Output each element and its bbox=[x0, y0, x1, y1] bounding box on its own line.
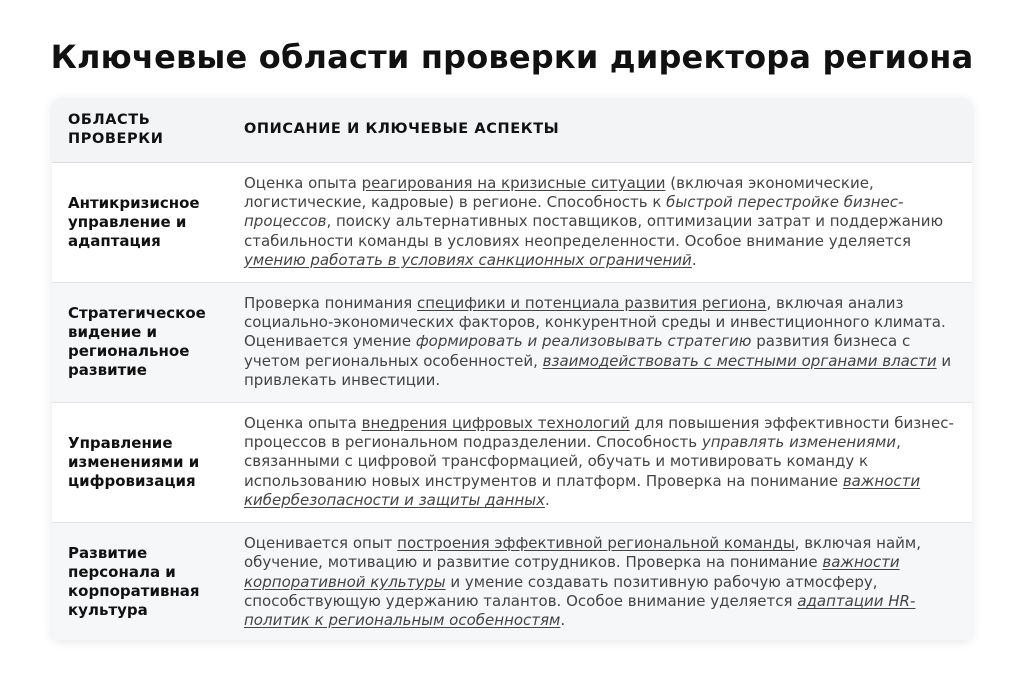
row-area-cell bbox=[52, 282, 228, 402]
row-area-cell bbox=[52, 402, 228, 522]
review-areas-table-card bbox=[52, 98, 972, 640]
area-label: Развитие персонала и корпоративная культура bbox=[68, 544, 200, 620]
text-segment: Оценивается опыт bbox=[244, 534, 398, 553]
underlined-phrase: построения эффективной региональной команды bbox=[397, 534, 795, 553]
area-label: Антикризисное управление и адаптация bbox=[68, 193, 200, 250]
text-segment: . bbox=[560, 611, 566, 630]
underlined-phrase: внедрения цифровых технологий bbox=[361, 413, 630, 432]
emphasized-phrase: важности кибербезопасности и защиты данных bbox=[244, 471, 921, 509]
italic-phrase: управлять изменениями bbox=[701, 433, 897, 452]
table-row bbox=[52, 282, 972, 402]
text-segment: . bbox=[691, 250, 697, 269]
row-area-cell bbox=[52, 162, 228, 282]
area-description bbox=[244, 414, 956, 510]
emphasized-phrase: умению работать в условиях санкционных ограничений bbox=[244, 250, 692, 269]
review-areas-table bbox=[52, 98, 972, 640]
italic-phrase: формировать и реализовывать стратегию bbox=[415, 332, 752, 351]
text-segment: Проверка понимания bbox=[244, 293, 417, 312]
table-row bbox=[52, 522, 972, 640]
area-description bbox=[244, 534, 956, 630]
table-row bbox=[52, 162, 972, 282]
text-segment: Оценка опыта bbox=[244, 413, 362, 432]
text-segment: , включая анализ социально-экономических факторов, конкурентной среды и инвестиционного климата. Оценивается умение bbox=[244, 293, 946, 351]
row-description-cell bbox=[228, 282, 972, 402]
text-segment: развития бизнеса с учетом региональных особенностей, bbox=[244, 332, 911, 370]
row-area-cell bbox=[52, 522, 228, 640]
text-segment: и умение создавать позитивную рабочую атмосферу, способствующую удержанию талантов. Особое внимание уделяется bbox=[244, 572, 878, 610]
table-row bbox=[52, 402, 972, 522]
emphasized-phrase: важности корпоративной культуры bbox=[244, 553, 900, 591]
italic-phrase: быстрой перестройке бизнес-процессов bbox=[244, 193, 904, 231]
header-description: ОПИСАНИЕ И КЛЮЧЕВЫЕ АСПЕКТЫ bbox=[228, 98, 972, 162]
emphasized-phrase: взаимодействовать с местными органами власти bbox=[542, 351, 937, 370]
text-segment: Оценка опыта bbox=[244, 173, 362, 192]
area-description bbox=[244, 294, 956, 390]
header-area: ОБЛАСТЬ ПРОВЕРКИ bbox=[52, 98, 228, 162]
text-segment: , включая найм, обучение, мотивацию и развитие сотрудников. Проверка на понимание bbox=[244, 534, 921, 572]
page-title: Ключевые области проверки директора региона bbox=[50, 38, 974, 76]
text-segment: и привлекать инвестиции. bbox=[244, 351, 952, 389]
table-header-row bbox=[52, 98, 972, 162]
row-description-cell bbox=[228, 522, 972, 640]
area-label: Управление изменениями и цифровизация bbox=[68, 433, 200, 490]
text-segment: . bbox=[544, 490, 550, 509]
text-segment: для повышения эффективности бизнес-процессов в региональном подразделении. Способность bbox=[244, 413, 954, 452]
underlined-phrase: специфики и потенциала развития региона bbox=[416, 293, 767, 312]
emphasized-phrase: адаптации HR-политик к региональным особенностям bbox=[244, 591, 916, 630]
row-description-cell bbox=[228, 402, 972, 522]
area-description bbox=[244, 174, 956, 270]
area-label: Стратегическое видение и региональное развитие bbox=[68, 304, 206, 379]
underlined-phrase: реагирования на кризисные ситуации bbox=[361, 173, 666, 192]
text-segment: , поиску альтернативных поставщиков, оптимизации затрат и поддержанию стабильности команды в условиях неопределенности. Особое внимание уделяется bbox=[244, 212, 944, 250]
row-description-cell bbox=[228, 162, 972, 282]
text-segment: , связанными с цифровой трансформацией, обучать и мотивировать команду к использованию новых инструментов и платформ. Проверка на понимание bbox=[244, 433, 901, 490]
text-segment: (включая экономические, логистические, кадровые) в регионе. Способность к bbox=[244, 173, 874, 212]
